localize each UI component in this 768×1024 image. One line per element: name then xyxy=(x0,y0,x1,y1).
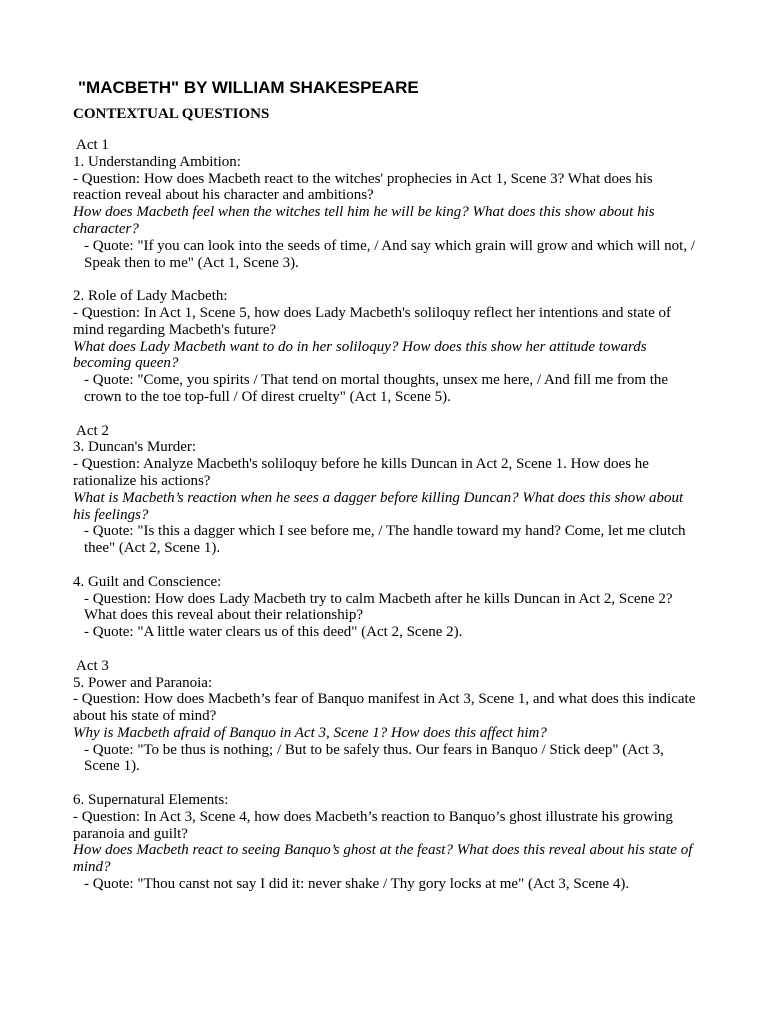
simplified-question: What is Macbeth’s reaction when he sees a dagger before killing Duncan? What does this show about his feelings? xyxy=(73,489,684,523)
question-block xyxy=(73,137,698,271)
spacer xyxy=(73,406,698,423)
question-list xyxy=(73,137,698,893)
simplified-question: What does Lady Macbeth want to do in her soliloquy? How does this show her attitude towards becoming queen? xyxy=(73,338,647,372)
spacer xyxy=(73,775,698,792)
act-heading: Act 1 xyxy=(76,137,109,153)
act-heading: Act 2 xyxy=(76,422,109,439)
quote-text: - Quote: "A little water clears us of this deed" (Act 2, Scene 2). xyxy=(84,624,463,641)
quote-text: - Quote: "Thou canst not say I did it: never shake / Thy gory locks at me" (Act 3, Scene 4). xyxy=(84,876,630,893)
question-heading: 2. Role of Lady Macbeth: xyxy=(73,288,228,305)
question-heading: 6. Supernatural Elements: xyxy=(73,792,229,809)
question-heading: 3. Duncan's Murder: xyxy=(73,439,197,456)
question-text: - Question: How does Macbeth’s fear of Banquo manifest in Act 3, Scene 1, and what does this indicate about his state of mind? xyxy=(73,691,696,725)
quote-text: - Quote: "To be thus is nothing; / But to be safely thus. Our fears in Banquo / Stick deep" (Act 3, Scene 1). xyxy=(84,741,664,775)
simplified-question: How does Macbeth feel when the witches tell him he will be king? What does this show about his character? xyxy=(73,204,655,237)
document-page xyxy=(73,77,698,893)
quote-text: - Quote: "If you can look into the seeds of time, / And say which grain will grow and which will not, / Speak then to me" (Act 1, Scene 3). xyxy=(84,237,696,271)
simplified-question: Why is Macbeth afraid of Banquo in Act 3, Scene 1? How does this affect him? xyxy=(73,724,547,741)
simplified-question: How does Macbeth react to seeing Banquo’s ghost at the feast? What does this reveal about his state of mind? xyxy=(73,842,693,876)
question-text: - Question: In Act 1, Scene 5, how does Lady Macbeth's soliloquy reflect her intentions and state of mind regarding Macbeth's future? xyxy=(73,304,671,338)
question-block xyxy=(73,423,698,557)
question-block xyxy=(73,574,698,641)
document-title: "MACBETH" BY WILLIAM SHAKESPEARE xyxy=(78,78,419,97)
question-text: - Question: How does Macbeth react to the witches' prophecies in Act 1, Scene 3? What does his reaction reveal about his character and ambitions? xyxy=(73,170,653,204)
question-heading: 5. Power and Paranoia: xyxy=(73,674,213,691)
question-block xyxy=(73,658,698,776)
spacer xyxy=(73,271,698,288)
document-subtitle: CONTEXTUAL QUESTIONS xyxy=(73,106,270,122)
spacer xyxy=(73,124,698,137)
question-block xyxy=(73,288,698,406)
question-text: - Question: How does Lady Macbeth try to calm Macbeth after he kills Duncan in Act 2, Scene 2? What does this reveal about their relationship? xyxy=(84,590,673,624)
question-heading: 1. Understanding Ambition: xyxy=(73,153,241,170)
question-block xyxy=(73,792,698,893)
quote-text: - Quote: "Come, you spirits / That tend on mortal thoughts, unsex me here, / And fill me from the crown to the toe top-full / Of direst cruelty" (Act 1, Scene 5). xyxy=(84,372,669,405)
act-heading: Act 3 xyxy=(76,657,109,674)
question-text: - Question: Analyze Macbeth's soliloquy before he kills Duncan in Act 2, Scene 1. How does he rationalize his actions? xyxy=(73,456,649,489)
spacer xyxy=(73,557,698,574)
quote-text: - Quote: "Is this a dagger which I see before me, / The handle toward my hand? Come, let me clutch thee" (Act 2, Scene 1). xyxy=(84,523,686,557)
spacer xyxy=(73,641,698,658)
question-heading: 4. Guilt and Conscience: xyxy=(73,573,222,590)
question-text: - Question: In Act 3, Scene 4, how does Macbeth’s reaction to Banquo’s ghost illustrate his growing paranoia and guilt? xyxy=(73,808,673,842)
